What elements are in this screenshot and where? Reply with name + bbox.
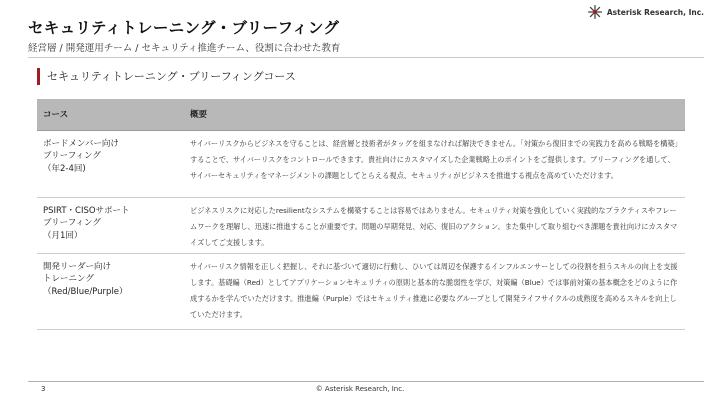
course-description: サイバーリスク情報を正しく把握し、それに基づいて適切に行動し、ひいては周辺を保護するインフルエンサーとしての役割を担うスキルの向上を支援します。基礎編（Red）としてアプリケーションセキュリティの原則と基本的な脆弱性を学び、対策編（Blue）では事前対策の基本概念をどのように作成するかを学んでいただけます。推進編（Purple）ではセキュリティ推進に必要なグループとして開発ライフサイクルの成熟度を高めるスキルを向上していただけます。 (184, 253, 685, 329)
section-heading: セキュリティトレーニング・ブリーフィングコース (37, 68, 296, 85)
column-header-course: コース (37, 99, 184, 130)
logo-text: Asterisk Research, Inc. (606, 7, 704, 17)
table-row (37, 253, 685, 329)
course-name: PSIRT・CISOサポート (43, 205, 130, 216)
footer-divider (28, 381, 704, 382)
course-frequency: （Red/Blue/Purple） (43, 286, 128, 297)
course-type: ブリーフィング (43, 218, 101, 228)
course-cell (37, 197, 184, 253)
table-row (37, 130, 685, 197)
course-type: トレーニング (43, 274, 94, 284)
table-row (37, 197, 685, 253)
asterisk-logo-icon (587, 4, 603, 20)
course-frequency: （月1回） (43, 230, 83, 241)
course-description: サイバーリスクからビジネスを守ることは、経営層と技術者がタッグを組まなければ解決できません。「対策から復旧までの実践力を高める戦略を構築」することで、サイバーリスクをコントロールできます。貴社向けにカスタマイズした企業戦略上のポイントをご提供します。ブリーフィングを通して、サイバーセキュリティをマネージメントの課題としてとらえる視点、セキュリティがビジネスを推進する視点を高めていただけます。 (184, 130, 685, 197)
page-title: セキュリティトレーニング・ブリーフィング (28, 19, 340, 37)
header-divider (28, 57, 704, 58)
course-name: 開発リーダー向け (43, 261, 112, 272)
copyright-notice: © Asterisk Research, Inc. (315, 385, 405, 393)
course-cell (37, 253, 184, 329)
column-header-overview: 概要 (184, 99, 685, 130)
page-subtitle: 経営層 / 開発運用チーム / セキュリティ推進チーム、役割に合わせた教育 (28, 43, 341, 54)
course-table (37, 99, 685, 330)
course-cell (37, 130, 184, 197)
course-name: ボードメンバー向け (43, 138, 119, 149)
page-number: 3 (41, 385, 46, 393)
company-logo (587, 4, 704, 20)
course-frequency: （年2-4回) (43, 163, 86, 174)
table-header-row (37, 99, 685, 130)
course-type: ブリーフィング (43, 151, 101, 161)
course-description: ビジネスリスクに対応したresilientなシステムを構築することは容易ではありません。セキュリティ対策を強化していく実践的なプラクティスやフレームワークを理解し、迅速に推進することが重要です。問題の早期発見、対応、復旧のアクション、また集中して取り組むべき課題を貴社向けにカスタマイズしてご支援します。 (184, 197, 685, 253)
